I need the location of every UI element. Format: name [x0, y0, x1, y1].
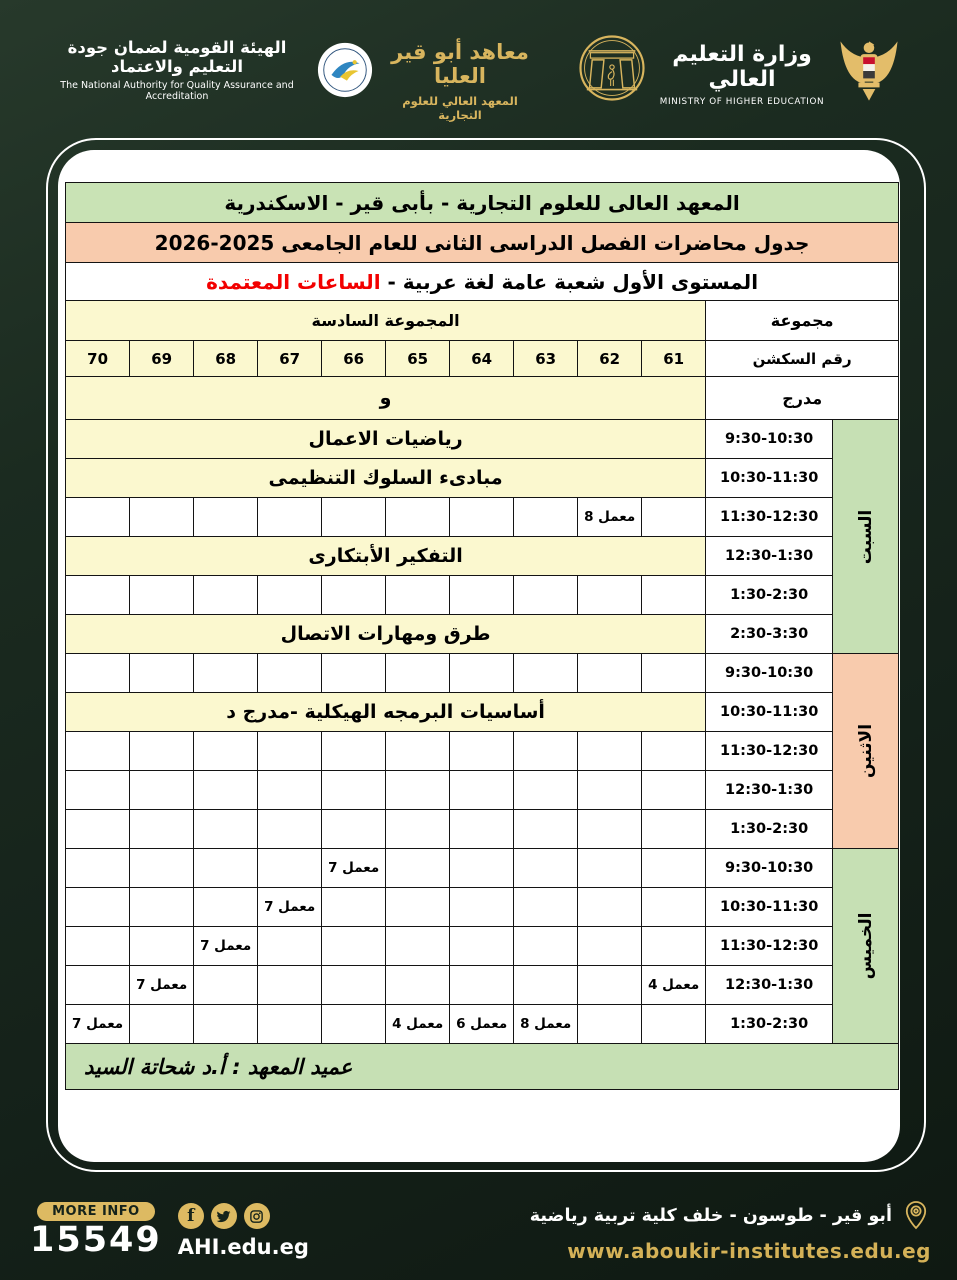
hall-label: مدرج	[706, 377, 899, 420]
grid-cell	[514, 849, 578, 888]
grid-cell	[66, 498, 130, 537]
time-cell	[706, 459, 833, 498]
grid-cell	[450, 654, 514, 693]
grid-cell	[194, 888, 258, 927]
section-number-cell: 69	[130, 341, 194, 377]
grid-cell: معمل 7	[194, 927, 258, 966]
grid-cell: معمل 7	[322, 849, 386, 888]
subject-cell: أساسيات البرمجه الهيكلية -مدرج د	[66, 693, 706, 732]
time-text: 12:30-1:30	[725, 977, 814, 993]
naqaa-logo	[48, 38, 374, 102]
grid-cell	[322, 576, 386, 615]
grid-cell	[258, 498, 322, 537]
time-cell	[706, 810, 833, 849]
grid-cell	[578, 654, 642, 693]
grid-cell	[642, 927, 706, 966]
grid-cell	[258, 732, 322, 771]
grid-cell	[642, 771, 706, 810]
grid-cell	[386, 810, 450, 849]
grid-cell	[258, 576, 322, 615]
grid-cell	[194, 654, 258, 693]
grid-cell	[578, 966, 642, 1005]
grid-cell	[66, 810, 130, 849]
section-number-cell: 61	[642, 341, 706, 377]
grid-cell	[194, 810, 258, 849]
institute-title: المعهد العالى للعلوم التجارية - بأبى قير - الاسكندرية	[66, 183, 899, 223]
grid-cell	[66, 771, 130, 810]
grid-cell	[322, 732, 386, 771]
day-name: السبت	[855, 509, 876, 564]
section-number-label: رقم السكشن	[706, 341, 899, 377]
grid-cell	[578, 576, 642, 615]
footer-address-block	[530, 1200, 931, 1263]
slot-row	[66, 966, 899, 1005]
ministry-name-english: MINISTRY OF HIGHER EDUCATION	[659, 97, 825, 107]
grid-cell	[514, 732, 578, 771]
grid-cell	[578, 927, 642, 966]
day-label	[833, 420, 899, 654]
grid-cell	[578, 888, 642, 927]
dean-signature: عميد المعهد : أ.د شحاتة السيد	[66, 1044, 899, 1090]
grid-cell	[514, 927, 578, 966]
grid-cell	[130, 771, 194, 810]
grid-cell	[194, 966, 258, 1005]
time-cell	[706, 420, 833, 459]
grid-cell	[386, 849, 450, 888]
grid-cell	[322, 888, 386, 927]
address-text: أبو قير - طوسون - خلف كلية تربية رياضية	[529, 1206, 892, 1226]
time-cell	[706, 888, 833, 927]
grid-cell	[130, 732, 194, 771]
grid-cell	[130, 1005, 194, 1044]
slot-row	[66, 693, 899, 732]
time-cell	[706, 654, 833, 693]
grid-cell	[642, 498, 706, 537]
grid-cell	[642, 888, 706, 927]
slot-row	[66, 732, 899, 771]
grid-cell	[130, 888, 194, 927]
time-text: 10:30-11:30	[719, 704, 819, 720]
credit-hours-highlight: الساعات المعتمدة	[206, 269, 381, 294]
grid-cell	[322, 654, 386, 693]
grid-cell	[194, 771, 258, 810]
grid-cell	[578, 771, 642, 810]
hall-value: و	[66, 377, 706, 420]
grid-cell	[130, 576, 194, 615]
subject-cell: مبادىء السلوك التنظيمى	[66, 459, 706, 498]
slot-row	[66, 927, 899, 966]
naqaa-emblem-icon	[316, 41, 374, 99]
grid-cell	[642, 732, 706, 771]
time-cell	[706, 771, 833, 810]
institute-title-row	[66, 183, 899, 223]
time-cell	[706, 732, 833, 771]
slot-row	[66, 498, 899, 537]
location-pin-icon	[901, 1200, 931, 1232]
grid-cell	[450, 498, 514, 537]
slot-row	[66, 849, 899, 888]
grid-cell	[578, 732, 642, 771]
schedule-table	[65, 182, 899, 1090]
grid-cell	[194, 849, 258, 888]
grid-cell	[322, 927, 386, 966]
time-cell	[706, 615, 833, 654]
ministry-name-arabic: وزارة التعليم العالي	[672, 42, 812, 92]
naqaa-title-arabic: الهيئة القومية لضمان جودة التعليم والاعتماد	[67, 38, 287, 76]
slot-row	[66, 888, 899, 927]
grid-cell	[130, 498, 194, 537]
grid-cell: معمل 4	[386, 1005, 450, 1044]
website-url: www.aboukir-institutes.edu.eg	[567, 1239, 931, 1263]
day-name: الخميس	[855, 912, 876, 980]
time-text: 1:30-2:30	[730, 587, 809, 603]
hall-row	[66, 377, 899, 420]
grid-cell	[130, 849, 194, 888]
grid-cell: معمل 4	[642, 966, 706, 1005]
time-text: 9:30-10:30	[725, 860, 814, 876]
address-line	[530, 1200, 931, 1232]
time-text: 1:30-2:30	[730, 821, 809, 837]
ministry-logo	[658, 42, 826, 107]
grid-cell	[258, 771, 322, 810]
grid-cell	[66, 576, 130, 615]
time-text: 11:30-12:30	[719, 509, 819, 525]
grid-cell	[450, 888, 514, 927]
group-label: مجموعة	[706, 301, 899, 341]
section-number-cell: 67	[258, 341, 322, 377]
time-cell	[706, 498, 833, 537]
time-text: 12:30-1:30	[725, 782, 814, 798]
grid-cell	[578, 1005, 642, 1044]
naqaa-text	[48, 38, 306, 102]
grid-cell	[514, 966, 578, 1005]
section-number-cell: 62	[578, 341, 642, 377]
subject-cell: طرق ومهارات الاتصال	[66, 615, 706, 654]
slot-row	[66, 654, 899, 693]
time-cell	[706, 927, 833, 966]
grid-cell	[642, 810, 706, 849]
header-band	[0, 0, 957, 140]
group-row	[66, 301, 899, 341]
slot-row	[66, 771, 899, 810]
day-label	[833, 654, 899, 849]
institute-temple-emblem-icon	[576, 32, 648, 104]
grid-cell: معمل 8	[578, 498, 642, 537]
grid-cell	[514, 498, 578, 537]
grid-cell	[450, 849, 514, 888]
grid-cell	[514, 810, 578, 849]
semester-title-row	[66, 223, 899, 263]
commercial-institute-name: المعهد العالي للعلوم التجارية	[402, 94, 518, 122]
section-number-cell: 66	[322, 341, 386, 377]
dean-row	[66, 1044, 899, 1090]
hotline-number: 15549	[30, 1220, 162, 1260]
egypt-eagle-icon	[832, 28, 906, 114]
grid-cell	[66, 732, 130, 771]
time-text: 12:30-1:30	[725, 548, 814, 564]
social-icons	[178, 1203, 270, 1229]
time-cell	[706, 576, 833, 615]
time-text: 1:30-2:30	[730, 1016, 809, 1032]
time-text: 2:30-3:30	[730, 626, 809, 642]
grid-cell	[514, 576, 578, 615]
grid-cell	[66, 927, 130, 966]
grid-cell	[258, 654, 322, 693]
grid-cell	[514, 888, 578, 927]
grid-cell	[130, 927, 194, 966]
time-cell	[706, 537, 833, 576]
twitter-icon	[211, 1203, 237, 1229]
grid-cell	[194, 732, 258, 771]
naqaa-title-english: The National Authority for Quality Assurance and Accreditation	[60, 80, 294, 102]
grid-cell	[194, 1005, 258, 1044]
grid-cell	[66, 654, 130, 693]
grid-cell: معمل 7	[66, 1005, 130, 1044]
day-label	[833, 849, 899, 1044]
website-short: AHI.edu.eg	[177, 1235, 309, 1259]
grid-cell: معمل 7	[258, 888, 322, 927]
grid-cell: معمل 6	[450, 1005, 514, 1044]
grid-cell	[642, 1005, 706, 1044]
grid-cell	[386, 771, 450, 810]
time-cell	[706, 693, 833, 732]
grid-cell	[66, 966, 130, 1005]
grid-cell	[322, 810, 386, 849]
grid-cell	[322, 966, 386, 1005]
slot-row	[66, 1005, 899, 1044]
slot-row	[66, 459, 899, 498]
grid-cell	[450, 927, 514, 966]
time-cell	[706, 1005, 833, 1044]
level-title-row	[66, 263, 899, 301]
grid-cell	[450, 732, 514, 771]
grid-cell: معمل 8	[514, 1005, 578, 1044]
slot-row	[66, 576, 899, 615]
grid-cell	[322, 771, 386, 810]
time-cell	[706, 966, 833, 1005]
section-number-row	[66, 341, 899, 377]
grid-cell	[322, 1005, 386, 1044]
grid-cell	[450, 966, 514, 1005]
grid-cell	[642, 576, 706, 615]
grid-cell	[258, 966, 322, 1005]
footer-contact-block	[30, 1202, 309, 1260]
grid-cell	[258, 849, 322, 888]
section-number-cell: 68	[194, 341, 258, 377]
day-name: الاثنين	[855, 723, 876, 779]
level-title-text: المستوى الأول شعبة عامة لغة عربية -	[380, 269, 759, 294]
slot-row	[66, 420, 899, 459]
grid-cell	[386, 576, 450, 615]
grid-cell	[130, 654, 194, 693]
grid-cell	[66, 888, 130, 927]
grid-cell	[386, 888, 450, 927]
grid-cell	[450, 576, 514, 615]
section-number-cell: 70	[66, 341, 130, 377]
aboukir-institutes-logo	[380, 40, 540, 122]
time-text: 10:30-11:30	[719, 470, 819, 486]
time-text: 10:30-11:30	[719, 899, 819, 915]
grid-cell	[578, 810, 642, 849]
grid-cell	[386, 654, 450, 693]
level-title	[66, 263, 899, 301]
section-number-cell: 63	[514, 341, 578, 377]
grid-cell	[258, 927, 322, 966]
time-text: 11:30-12:30	[719, 938, 819, 954]
semester-title: جدول محاضرات الفصل الدراسى الثانى للعام الجامعى 2025-2026	[66, 223, 899, 263]
section-number-cell: 65	[386, 341, 450, 377]
grid-cell	[258, 810, 322, 849]
grid-cell	[322, 498, 386, 537]
grid-cell	[194, 498, 258, 537]
grid-cell	[66, 849, 130, 888]
grid-cell	[386, 966, 450, 1005]
time-text: 9:30-10:30	[725, 665, 814, 681]
slot-row	[66, 810, 899, 849]
grid-cell	[450, 810, 514, 849]
time-cell	[706, 849, 833, 888]
web-social-block	[178, 1202, 309, 1259]
grid-cell	[258, 1005, 322, 1044]
time-text: 9:30-10:30	[725, 431, 814, 447]
group-value: المجموعة السادسة	[66, 301, 706, 341]
grid-cell	[386, 927, 450, 966]
grid-cell	[642, 849, 706, 888]
instagram-icon	[244, 1203, 270, 1229]
hotline-block	[30, 1202, 162, 1260]
grid-cell	[386, 732, 450, 771]
grid-cell	[450, 771, 514, 810]
section-number-cell: 64	[450, 341, 514, 377]
slot-row	[66, 537, 899, 576]
grid-cell	[386, 498, 450, 537]
facebook-icon: f	[178, 1203, 204, 1229]
subject-cell: رياضيات الاعمال	[66, 420, 706, 459]
grid-cell: معمل 7	[130, 966, 194, 1005]
subject-cell: التفكير الأبتكارى	[66, 537, 706, 576]
grid-cell	[514, 654, 578, 693]
aboukir-institutes-name: معاهد أبو قير العليا	[391, 40, 529, 88]
slot-row	[66, 615, 899, 654]
grid-cell	[130, 810, 194, 849]
time-text: 11:30-12:30	[719, 743, 819, 759]
grid-cell	[194, 576, 258, 615]
grid-cell	[514, 771, 578, 810]
grid-cell	[578, 849, 642, 888]
grid-cell	[642, 654, 706, 693]
more-info-badge: MORE INFO	[37, 1202, 155, 1221]
